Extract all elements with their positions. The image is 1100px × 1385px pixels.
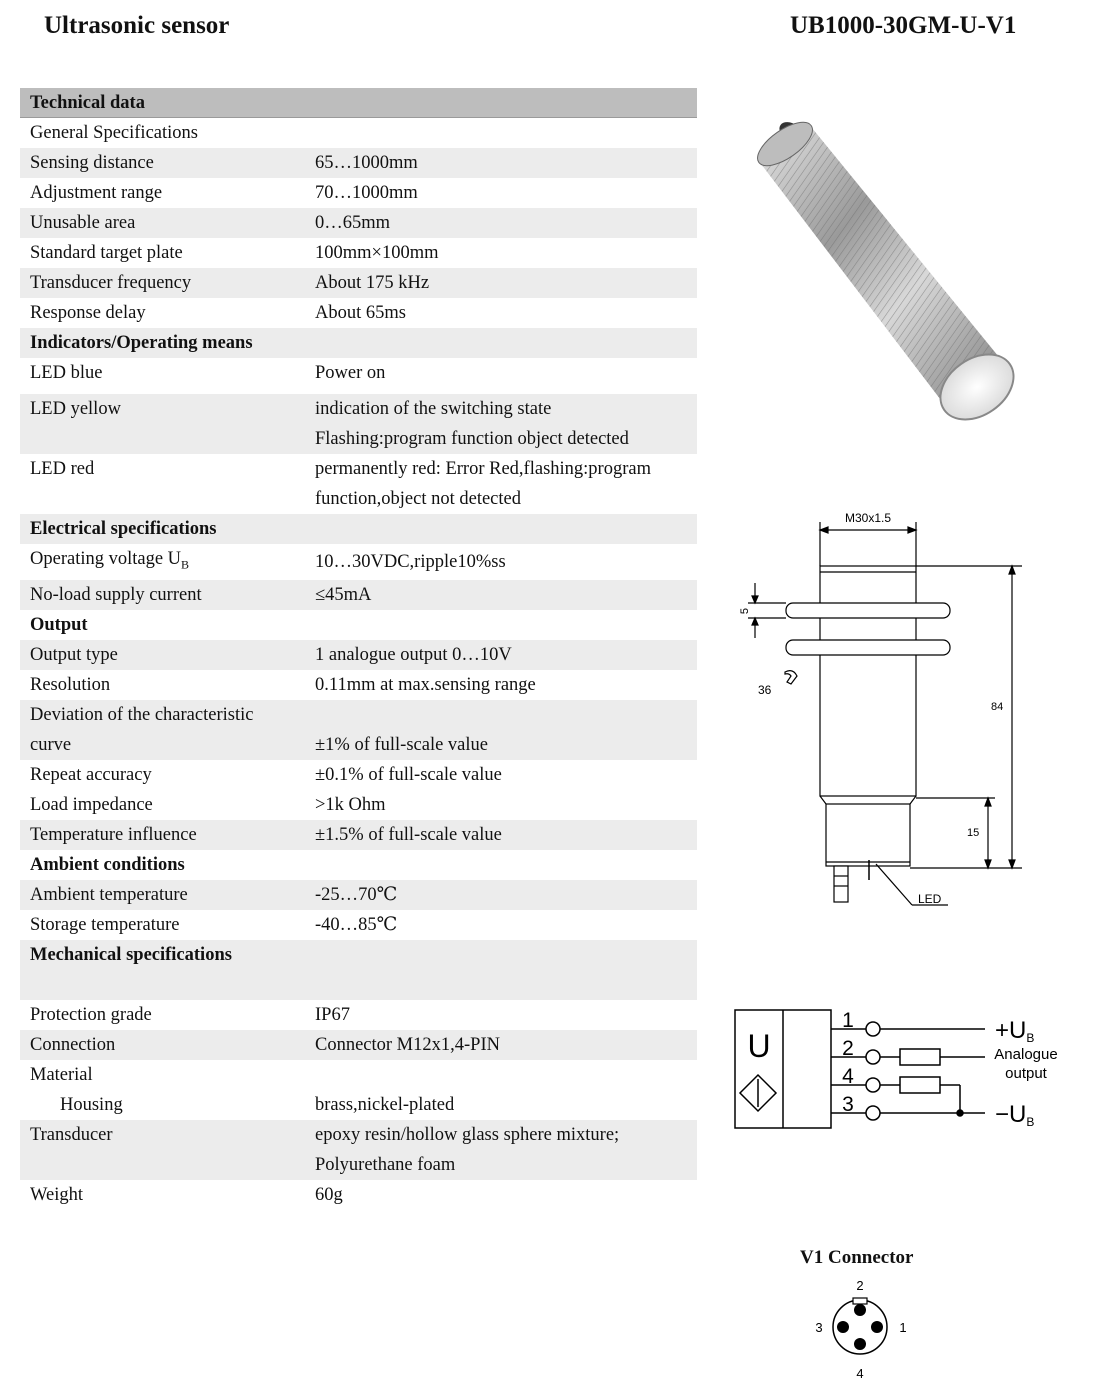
- table-row: No-load supply current ≤45mA: [20, 580, 697, 610]
- table-row: Adjustment range 70…1000mm: [30, 183, 418, 203]
- table-row: Unusable area 0…65mm: [20, 208, 697, 238]
- section-heading: Mechanical specifications: [20, 940, 697, 1000]
- section-heading: Output: [30, 614, 88, 635]
- wiring-diagram: [735, 1010, 985, 1128]
- led-label: LED: [918, 892, 942, 906]
- thread-label: M30x1.5: [844, 511, 892, 525]
- table-row: Protection grade IP67: [30, 1004, 350, 1025]
- model-number: UB1000-30GM-U-V1: [790, 12, 1017, 39]
- dimension-drawing: [748, 522, 1022, 905]
- table-row: Output type 1 analogue output 0…10V: [20, 640, 697, 670]
- table-row: Temperature influence ±1.5% of full-scale value: [20, 820, 697, 850]
- box-letter: U: [747, 1028, 771, 1064]
- connector-title: V1 Connector: [800, 1247, 914, 1268]
- length-label: 84: [991, 701, 1004, 713]
- table-row: Transducer epoxy resin/hollow glass sphere mixture; Polyurethane foam: [20, 1120, 697, 1180]
- minus-supply-label: −UB: [995, 1101, 1035, 1129]
- table-row: Load impedance >1k Ohm: [30, 794, 386, 815]
- pin-number: 1: [842, 1009, 854, 1032]
- section-heading: Indicators/Operating means: [20, 328, 697, 358]
- plus-supply-label: +UB: [995, 1017, 1035, 1045]
- table-row: Storage temperature -40…85℃: [30, 914, 398, 935]
- table-row: LED yellow indication of the switching state Flashing:program function object detected: [20, 394, 697, 454]
- v1-connector: [833, 1298, 887, 1354]
- table-row: Standard target plate 100mm×100mm: [30, 243, 439, 263]
- table-row: Housing brass,nickel-plated: [60, 1094, 455, 1115]
- connector-length-label: 15: [967, 827, 980, 839]
- table-row: General Specifications: [30, 123, 198, 143]
- pin-number: 4: [842, 1065, 854, 1088]
- table-row: Repeat accuracy ±0.1% of full-scale value: [30, 764, 502, 785]
- output-label-line2: output: [1005, 1065, 1047, 1082]
- connector-pin-label: 4: [856, 1366, 864, 1381]
- table-row: Sensing distance 65…1000mm: [20, 148, 697, 178]
- table-row: Connection Connector M12x1,4-PIN: [20, 1030, 697, 1060]
- table-row: Deviation of the characteristic curve ±1% of full-scale value: [20, 700, 697, 760]
- nut-width-label: 5: [739, 607, 751, 615]
- sensor-photo: [751, 114, 1026, 433]
- pin-number: 2: [842, 1037, 854, 1060]
- table-row: Weight 60g: [30, 1184, 343, 1205]
- table-row: Operating voltage $U_B$ 10…30VDC,ripple10%ss: [30, 549, 506, 572]
- table-row: LED blue Power on: [30, 363, 386, 383]
- table-row: Ambient temperature -25…70℃: [20, 880, 697, 910]
- connector-pin-label: 1: [899, 1320, 907, 1335]
- table-row: Material: [30, 1064, 93, 1085]
- wrench-label: 36: [758, 683, 772, 697]
- table-row: LED red permanently red: Error Red,flashing:program function,object not detected: [30, 459, 651, 509]
- pin-number: 3: [842, 1093, 854, 1116]
- table-row: Response delay About 65ms: [30, 303, 406, 323]
- page-title: Ultrasonic sensor: [44, 12, 230, 39]
- table-title: Technical data: [20, 88, 697, 118]
- section-heading: Ambient conditions: [30, 854, 185, 875]
- connector-pin-label: 3: [815, 1320, 823, 1335]
- output-label-line1: Analogue: [994, 1046, 1058, 1063]
- table-row: Resolution 0.11mm at max.sensing range: [30, 674, 536, 695]
- section-heading: Electrical specifications: [20, 514, 697, 544]
- connector-pin-label: 2: [856, 1278, 864, 1293]
- table-row: Transducer frequency About 175 kHz: [20, 268, 697, 298]
